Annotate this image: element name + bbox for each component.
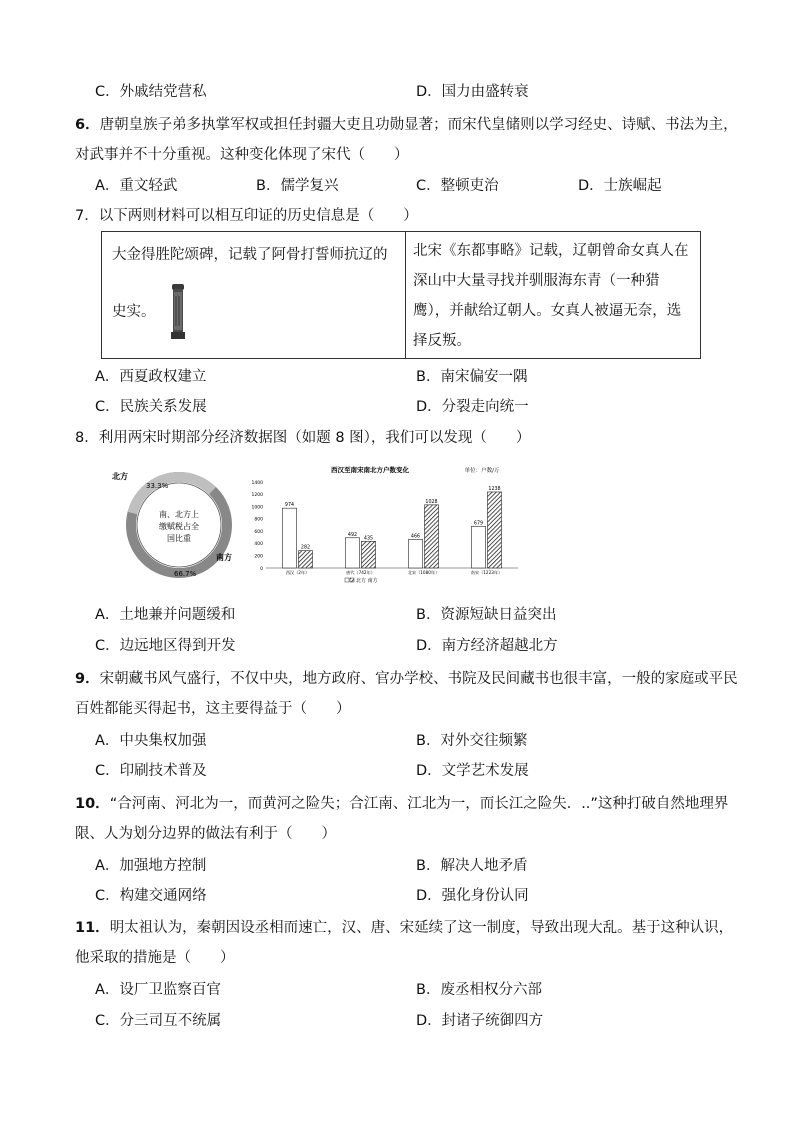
- stele-image: [171, 282, 185, 340]
- q10-option-a: A．加强地方控制: [95, 858, 207, 874]
- bar-chart-title: 西汉至南宋南北方户数变化: [331, 466, 409, 474]
- bar-north: [472, 526, 486, 568]
- q7-option-a: A．西夏政权建立: [95, 369, 207, 385]
- q11-option-b: B．废丞相权分六部: [416, 982, 542, 998]
- q6-text: 唐朝皇族子弟多执掌军权或担任封疆大吏且功勋显著；而宋代皇储则以学习经史、诗赋、书法为主，: [99, 117, 738, 133]
- y-tick-label: 1200: [251, 493, 263, 499]
- q7-option-c: C．民族关系发展: [95, 399, 207, 415]
- q7-option-b: B．南宋偏安一隅: [416, 369, 528, 385]
- y-tick-label: 1000: [251, 505, 263, 511]
- q7-material2-line4: 择反叛。: [413, 333, 471, 349]
- q11-option-c: C．分三司互不统属: [95, 1013, 222, 1029]
- q7-material1-line2: 史实。: [112, 304, 156, 320]
- x-category-label: 西汉（2年）: [285, 570, 310, 575]
- bar-chart-legend: 北方 南方: [356, 578, 378, 584]
- bar-value-label: 435: [363, 536, 374, 542]
- q6-option-a: A．重文轻武: [95, 178, 178, 194]
- y-tick-label: 800: [254, 517, 263, 523]
- q11-stem-line2: 他采取的措施是（ ）: [75, 950, 235, 966]
- bar-north: [409, 539, 423, 568]
- q6-stem-line1: [75, 115, 738, 135]
- q11-option-a: A．设厂卫监察百官: [95, 982, 221, 998]
- bar-chart-unit: 单位：户数/万: [464, 468, 500, 474]
- q7-material2-line3: 鹰），并献给辽朝人。女真人被逼无奈，选: [413, 303, 682, 319]
- bar-north: [283, 508, 297, 568]
- q8-option-d: D．南方经济超越北方: [416, 638, 558, 654]
- pie-center-line2: 缴赋税占全: [159, 522, 199, 531]
- pie-north-label: 北方: [112, 472, 128, 481]
- q10-stem-line1: [75, 794, 728, 814]
- q10-stem-line2: 限、人为划分边界的做法有利于（ ）: [75, 826, 336, 842]
- q9-stem-line1: [75, 669, 738, 689]
- q7-option-d: D．分裂走向统一: [416, 399, 529, 415]
- bar-value-label: 1238: [488, 486, 501, 492]
- q10-option-b: B．解决人地矛盾: [416, 858, 528, 874]
- bar-south: [362, 541, 376, 568]
- bar-south: [425, 505, 439, 568]
- q6-option-d: D．士族崛起: [578, 178, 662, 194]
- y-tick-label: 600: [254, 529, 263, 535]
- q9-number: 9．: [75, 671, 100, 687]
- y-tick-label: 200: [254, 554, 263, 560]
- q11-stem-line1: [75, 918, 733, 938]
- q7-material2-line1: 北宋《东都事略》记载，辽朝曾命女真人在: [413, 243, 689, 259]
- q9-option-d: D．文学艺术发展: [416, 763, 529, 779]
- q5-option-d: D．国力由盛转衰: [416, 84, 529, 100]
- q8-option-a: A．土地兼并问题缓和: [95, 607, 236, 623]
- bar-south: [488, 492, 502, 568]
- q6-option-c: C．整顿吏治: [416, 178, 499, 194]
- q8-stem: 8．利用两宋时期部分经济数据图（如题 8 图），我们可以发现（ ）: [75, 430, 531, 446]
- x-category-label: 南宋（1223年）: [470, 570, 503, 575]
- y-tick-label: 1400: [251, 480, 263, 486]
- q7-material1-line1: 大金得胜陀颂碑，记载了阿骨打誓师抗辽的: [112, 247, 388, 263]
- x-category-label: 北宋（1080年）: [407, 570, 440, 575]
- household-bar-chart: [250, 462, 525, 586]
- q11-number: 11．: [75, 920, 110, 936]
- q10-text: “合河南、河北为一，而黄河之险失；合江南、江北为一，而长江之险失．..”这种打破自然地理界: [109, 796, 729, 812]
- q5-option-c: C．外戚结党营私: [95, 84, 207, 100]
- q7-materials-table: [101, 231, 701, 359]
- q9-option-c: C．印刷技术普及: [95, 763, 207, 779]
- tax-share-ring-chart: [112, 470, 238, 580]
- x-category-label: 唐代（742年）: [346, 570, 375, 575]
- q6-stem-line2: 对武事并不十分重视。这种变化体现了宋代（ ）: [75, 147, 409, 163]
- q10-number: 10．: [75, 796, 110, 812]
- legend-south-swatch: [350, 578, 354, 582]
- pie-center-line3: 国比重: [167, 534, 191, 543]
- pie-north-pct: 33.3%: [146, 482, 169, 490]
- pie-south-label: 南方: [216, 553, 232, 562]
- q7-material2-line2: 深山中大量寻找并驯服海东青（一种猎: [413, 273, 660, 289]
- pie-center-line1: 南、北方上: [159, 510, 199, 519]
- q8-option-b: B．资源短缺日益突出: [416, 607, 557, 623]
- pie-south-pct: 66.7%: [174, 570, 197, 578]
- q6-option-b: B．儒学复兴: [256, 178, 339, 194]
- bar-value-label: 974: [284, 503, 295, 509]
- bar-value-label: 679: [473, 521, 484, 527]
- q9-stem-line2: 百姓都能买得起书，这主要得益于（ ）: [75, 701, 351, 717]
- y-tick-label: 400: [254, 542, 263, 548]
- bar-south: [299, 551, 313, 568]
- legend-north-swatch: [345, 578, 349, 582]
- bar-value-label: 492: [347, 532, 358, 538]
- bar-value-label: 466: [410, 534, 421, 540]
- q10-option-d: D．强化身份认同: [416, 888, 529, 904]
- q9-text: 宋朝藏书风气盛行，不仅中央，地方政府、官办学校、书院及民间藏书也很丰富，一般的家庭或平民: [99, 671, 738, 687]
- q11-text: 明太祖认为，秦朝因设丞相而速亡，汉、唐、宋延续了这一制度，导致出现大乱。基于这种认识，: [109, 920, 734, 936]
- bar-north: [346, 538, 360, 568]
- q9-option-b: B．对外交往频繁: [416, 733, 528, 749]
- q10-option-c: C．构建交通网络: [95, 888, 207, 904]
- q8-option-c: C．边远地区得到开发: [95, 638, 236, 654]
- q11-option-d: D．封诸子统御四方: [416, 1013, 544, 1029]
- q6-number: 6．: [75, 117, 100, 133]
- q9-option-a: A．中央集权加强: [95, 733, 207, 749]
- q7-table-divider: [405, 232, 406, 358]
- bar-value-label: 1028: [425, 499, 438, 505]
- q7-stem: 7．以下两则材料可以相互印证的历史信息是（ ）: [75, 208, 418, 224]
- y-tick-label: 0: [260, 566, 263, 572]
- bar-value-label: 282: [300, 545, 311, 551]
